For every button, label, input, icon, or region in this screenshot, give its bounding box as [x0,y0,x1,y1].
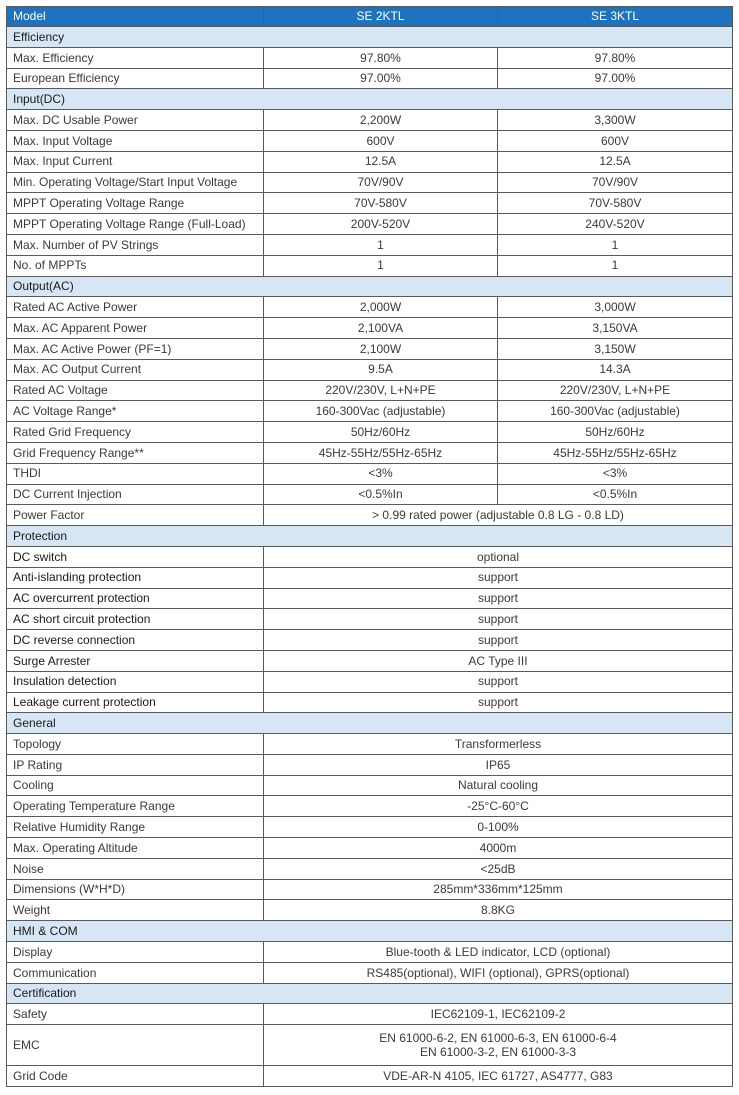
spec-value-se-2ktl: 70V/90V [264,172,498,193]
spec-row [7,650,733,671]
spec-value-se-2ktl: 2,100W [264,338,498,359]
spec-table-body [7,27,733,1087]
spec-value-se-2ktl: 70V-580V [264,193,498,214]
spec-row [7,463,733,484]
section-row [7,526,733,547]
spec-label: Grid Frequency Range** [7,442,264,463]
spec-value-se-3ktl: 50Hz/60Hz [498,422,733,443]
spec-row [7,110,733,131]
spec-label: Rated Grid Frequency [7,422,264,443]
spec-row [7,671,733,692]
spec-row [7,359,733,380]
spec-value-se-3ktl: 160-300Vac (adjustable) [498,401,733,422]
spec-row [7,172,733,193]
spec-value-shared: support [264,692,733,713]
spec-label: Anti-islanding protection [7,567,264,588]
spec-value-se-3ktl: 12.5A [498,151,733,172]
spec-row [7,817,733,838]
spec-label: AC overcurrent protection [7,588,264,609]
spec-label: Rated AC Voltage [7,380,264,401]
spec-value-se-2ktl: <3% [264,463,498,484]
section-title: Protection [7,526,733,547]
spec-row [7,567,733,588]
spec-value-shared [264,1025,733,1066]
spec-label: THDI [7,463,264,484]
spec-row [7,734,733,755]
section-title: Output(AC) [7,276,733,297]
section-title: HMI & COM [7,921,733,942]
spec-row [7,942,733,963]
section-title: General [7,713,733,734]
spec-row [7,692,733,713]
spec-label: Max. Number of PV Strings [7,234,264,255]
spec-value-se-2ktl: 600V [264,130,498,151]
spec-value-shared: optional [264,546,733,567]
spec-row [7,484,733,505]
section-title: Input(DC) [7,89,733,110]
spec-value-se-2ktl: 2,100VA [264,318,498,339]
spec-value-se-2ktl: 2,200W [264,110,498,131]
spec-label: AC short circuit protection [7,609,264,630]
section-row [7,713,733,734]
spec-value-se-3ktl: 3,000W [498,297,733,318]
spec-row [7,130,733,151]
spec-label: Max. Operating Altitude [7,838,264,859]
section-title: Efficiency [7,27,733,48]
section-row [7,983,733,1004]
section-row [7,921,733,942]
spec-label: Max. AC Output Current [7,359,264,380]
spec-label: Operating Temperature Range [7,796,264,817]
spec-value-se-3ktl: 70V-580V [498,193,733,214]
spec-value-se-3ktl: 3,150W [498,338,733,359]
spec-row [7,1004,733,1025]
spec-value-shared: RS485(optional), WIFI (optional), GPRS(optional) [264,962,733,983]
model-header: Model [7,7,264,27]
section-row [7,89,733,110]
spec-label: Rated AC Active Power [7,297,264,318]
spec-label: Max. AC Apparent Power [7,318,264,339]
spec-row [7,422,733,443]
spec-value-se-3ktl: 220V/230V, L+N+PE [498,380,733,401]
spec-value-se-2ktl: 97.80% [264,47,498,68]
spec-row [7,193,733,214]
spec-value-se-2ktl: 45Hz-55Hz/55Hz-65Hz [264,442,498,463]
spec-row [7,380,733,401]
spec-label: AC Voltage Range* [7,401,264,422]
spec-value-se-2ktl: 50Hz/60Hz [264,422,498,443]
spec-label: DC switch [7,546,264,567]
spec-row [7,609,733,630]
spec-row [7,297,733,318]
spec-row [7,900,733,921]
spec-value-se-3ktl: 1 [498,234,733,255]
spec-row [7,505,733,526]
spec-value-shared: 4000m [264,838,733,859]
spec-label: DC Current Injection [7,484,264,505]
spec-row [7,630,733,651]
section-row [7,276,733,297]
spec-label: IP Rating [7,754,264,775]
spec-row [7,546,733,567]
spec-row [7,879,733,900]
spec-value-se-3ktl: 3,150VA [498,318,733,339]
spec-value-se-2ktl: 1 [264,255,498,276]
spec-value-se-3ktl: 600V [498,130,733,151]
spec-row [7,47,733,68]
spec-value-shared: -25°C-60°C [264,796,733,817]
spec-label: Display [7,942,264,963]
spec-row [7,588,733,609]
spec-row [7,255,733,276]
spec-row [7,151,733,172]
spec-row [7,68,733,89]
spec-value-shared: IP65 [264,754,733,775]
spec-label: DC reverse connection [7,630,264,651]
spec-row [7,796,733,817]
spec-value-shared: AC Type III [264,650,733,671]
spec-label: MPPT Operating Voltage Range [7,193,264,214]
spec-value-se-2ktl: 1 [264,234,498,255]
spec-value-shared: 285mm*336mm*125mm [264,879,733,900]
spec-value-shared: IEC62109-1, IEC62109-2 [264,1004,733,1025]
spec-row [7,754,733,775]
spec-value-se-2ktl: 2,000W [264,297,498,318]
spec-label: Max. Input Current [7,151,264,172]
spec-value-se-2ktl: 220V/230V, L+N+PE [264,380,498,401]
spec-value-se-2ktl: 97.00% [264,68,498,89]
spec-value-se-3ktl: 97.80% [498,47,733,68]
spec-row [7,775,733,796]
section-title: Certification [7,983,733,1004]
model-se-3ktl-header: SE 3KTL [498,7,733,27]
spec-value-shared: Blue-tooth & LED indicator, LCD (optional) [264,942,733,963]
spec-value-se-3ktl: 14.3A [498,359,733,380]
spec-label: EMC [7,1025,264,1066]
spec-label: Max. AC Active Power (PF=1) [7,338,264,359]
spec-label: Leakage current protection [7,692,264,713]
spec-value-se-2ktl: 200V-520V [264,214,498,235]
spec-value-se-2ktl: 9.5A [264,359,498,380]
table-header-row [7,7,733,27]
model-se-2ktl-header: SE 2KTL [264,7,498,27]
spec-value-se-3ktl: <3% [498,463,733,484]
spec-row [7,858,733,879]
spec-label: Grid Code [7,1066,264,1087]
spec-value-shared: 0-100% [264,817,733,838]
spec-label: Max. DC Usable Power [7,110,264,131]
spec-label: Min. Operating Voltage/Start Input Voltage [7,172,264,193]
spec-row [7,442,733,463]
spec-table [6,6,733,1087]
spec-row [7,338,733,359]
spec-value-shared: VDE-AR-N 4105, IEC 61727, AS4777, G83 [264,1066,733,1087]
spec-label: Max. Input Voltage [7,130,264,151]
spec-value-shared: Natural cooling [264,775,733,796]
spec-row [7,962,733,983]
spec-label: Insulation detection [7,671,264,692]
spec-value-se-3ktl: 45Hz-55Hz/55Hz-65Hz [498,442,733,463]
spec-value-se-2ktl: 160-300Vac (adjustable) [264,401,498,422]
spec-value-shared: <25dB [264,858,733,879]
spec-row [7,401,733,422]
spec-label: Topology [7,734,264,755]
spec-value-shared: support [264,609,733,630]
spec-label: Communication [7,962,264,983]
spec-label: No. of MPPTs [7,255,264,276]
spec-value-shared: support [264,567,733,588]
spec-value-shared: support [264,671,733,692]
spec-value-shared: > 0.99 rated power (adjustable 0.8 LG - 0.8 LD) [264,505,733,526]
spec-value-shared: support [264,630,733,651]
spec-label: Noise [7,858,264,879]
spec-value-se-3ktl: 240V-520V [498,214,733,235]
spec-value-se-3ktl: <0.5%In [498,484,733,505]
section-row [7,27,733,48]
spec-value-line-2: EN 61000-3-2, EN 61000-3-3 [419,1045,577,1060]
spec-label: Relative Humidity Range [7,817,264,838]
spec-row [7,1066,733,1087]
spec-row [7,838,733,859]
spec-row [7,1025,733,1066]
spec-value-line-1: EN 61000-6-2, EN 61000-6-3, EN 61000-6-4 [379,1030,617,1045]
spec-value-se-3ktl: 1 [498,255,733,276]
spec-row [7,318,733,339]
spec-label: Dimensions (W*H*D) [7,879,264,900]
spec-value-shared: Transformerless [264,734,733,755]
spec-row [7,234,733,255]
spec-label: European Efficiency [7,68,264,89]
spec-label: Weight [7,900,264,921]
spec-label: Power Factor [7,505,264,526]
spec-value-shared: 8.8KG [264,900,733,921]
spec-label: MPPT Operating Voltage Range (Full-Load) [7,214,264,235]
spec-value-se-2ktl: 12.5A [264,151,498,172]
spec-label: Cooling [7,775,264,796]
spec-value-shared: support [264,588,733,609]
spec-row [7,214,733,235]
spec-label: Max. Efficiency [7,47,264,68]
spec-value-se-2ktl: <0.5%In [264,484,498,505]
spec-value-se-3ktl: 70V/90V [498,172,733,193]
spec-label: Surge Arrester [7,650,264,671]
spec-value-se-3ktl: 3,300W [498,110,733,131]
spec-label: Safety [7,1004,264,1025]
spec-value-se-3ktl: 97.00% [498,68,733,89]
